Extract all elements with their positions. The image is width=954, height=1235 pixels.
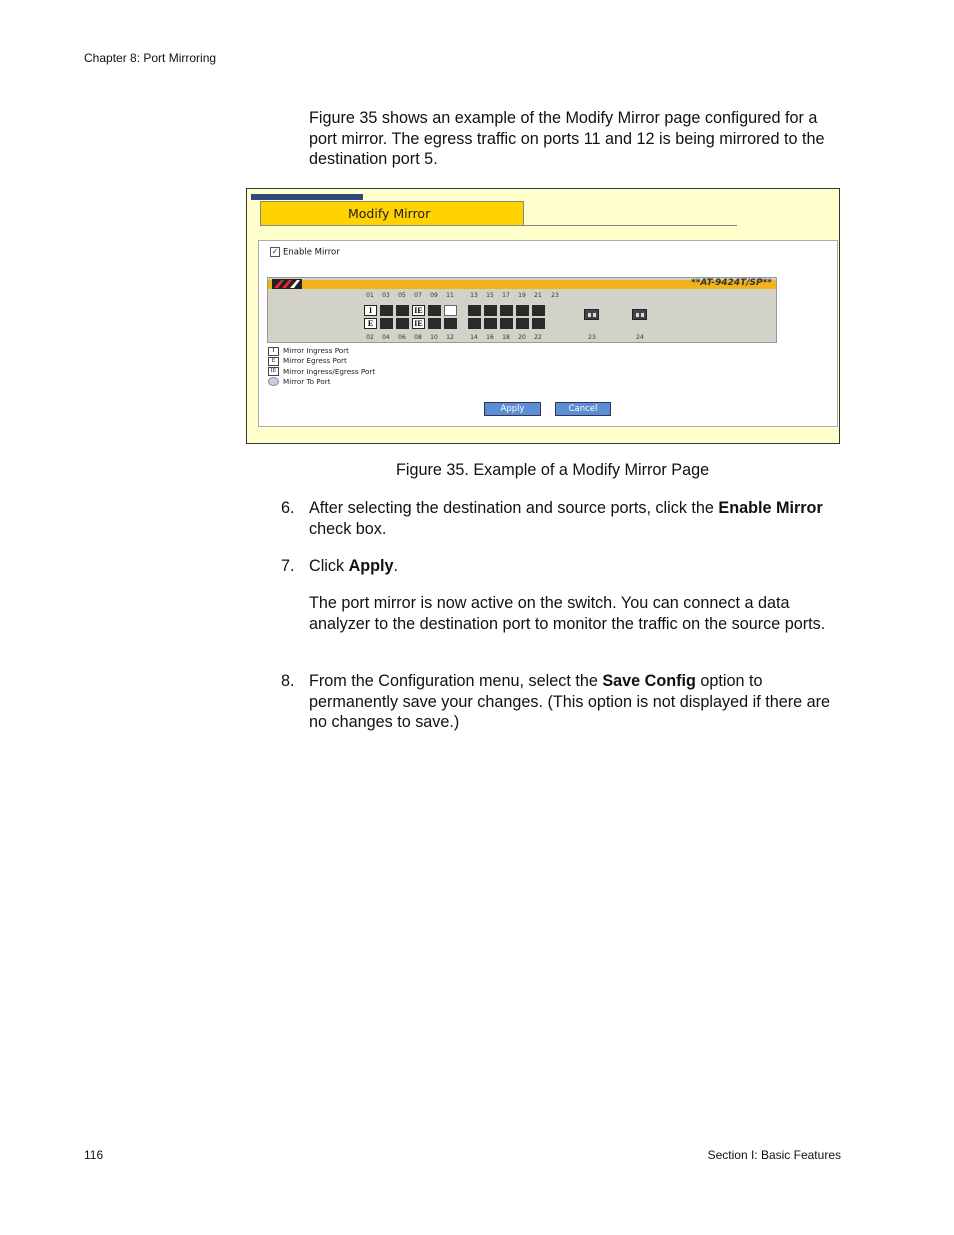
port-number-label: 10 bbox=[430, 334, 438, 341]
step-text-part: From the Configuration menu, select the bbox=[309, 672, 603, 690]
switch-faceplate bbox=[267, 277, 777, 343]
step-text: The port mirror is now active on the switch. You can connect a data analyzer to the destination port to monitor the traffic on the source ports. bbox=[309, 594, 826, 633]
port-11[interactable] bbox=[444, 305, 457, 316]
port-number-label: 11 bbox=[446, 292, 454, 299]
step-text-part: . bbox=[393, 557, 399, 575]
legend-row-ingress-egress bbox=[268, 367, 375, 377]
step-text-part: Click bbox=[309, 557, 349, 575]
port-number-label: 02 bbox=[366, 334, 374, 341]
port-number-label: 05 bbox=[398, 292, 406, 299]
port-02[interactable]: E bbox=[364, 318, 377, 329]
step-text-part: After selecting the destination and source ports, click the bbox=[309, 499, 719, 517]
checkbox-checked-icon[interactable]: ✓ bbox=[271, 247, 279, 256]
figure-caption: Figure 35. Example of a Modify Mirror Page bbox=[396, 461, 710, 479]
step-8 bbox=[281, 671, 846, 735]
port-01[interactable]: I bbox=[364, 305, 377, 316]
legend-row-mirror-to bbox=[268, 377, 375, 387]
port-number-label: 24 bbox=[636, 334, 644, 341]
port-number-label: 16 bbox=[486, 334, 494, 341]
figure-modify-mirror bbox=[246, 188, 840, 444]
intro-paragraph: Figure 35 shows an example of the Modify Mirror page configured for a port mirror. The egress traffic on ports 11 and 12 is being mirrored to the destination port 5. bbox=[309, 109, 825, 169]
mirror-to-port-icon bbox=[268, 377, 279, 386]
mirror-panel bbox=[258, 240, 838, 427]
port-21[interactable] bbox=[532, 305, 545, 316]
step-7-result bbox=[281, 593, 846, 657]
step-text bbox=[309, 556, 844, 577]
port-legend bbox=[268, 346, 375, 387]
port-number-label: 12 bbox=[446, 334, 454, 341]
ingress-egress-icon: IE bbox=[268, 367, 279, 376]
title-bar-accent bbox=[251, 194, 363, 200]
step-number: 7. bbox=[281, 557, 295, 575]
step-text-part: check box. bbox=[309, 519, 387, 538]
step-text-part: option to permanently save your changes. (This option is not displayed if there are no changes to save.) bbox=[309, 672, 830, 732]
port-number-label: 09 bbox=[430, 292, 438, 299]
port-23-uplink[interactable] bbox=[584, 309, 599, 320]
port-13[interactable] bbox=[468, 305, 481, 316]
port-number-label: 07 bbox=[414, 292, 422, 299]
port-number-label: 22 bbox=[534, 334, 542, 341]
port-number-label: 23 bbox=[551, 292, 559, 299]
port-24-uplink[interactable] bbox=[632, 309, 647, 320]
legend-label: Mirror Egress Port bbox=[283, 356, 347, 366]
egress-icon: E bbox=[268, 357, 279, 366]
port-number-label: 21 bbox=[534, 292, 542, 299]
port-06[interactable] bbox=[396, 318, 409, 329]
port-number-label: 17 bbox=[502, 292, 510, 299]
port-20[interactable] bbox=[516, 318, 529, 329]
port-number-label: 23 bbox=[588, 334, 596, 341]
legend-row-ingress bbox=[268, 346, 375, 356]
step-bold: Save Config bbox=[602, 672, 696, 690]
port-number-label: 15 bbox=[486, 292, 494, 299]
chapter-header: Chapter 8: Port Mirroring bbox=[84, 51, 217, 65]
legend-row-egress bbox=[268, 356, 375, 366]
port-22[interactable] bbox=[532, 318, 545, 329]
legend-label: Mirror Ingress/Egress Port bbox=[283, 366, 376, 376]
step-6 bbox=[281, 498, 846, 540]
port-18[interactable] bbox=[500, 318, 513, 329]
step-number: 8. bbox=[281, 672, 295, 690]
port-number-label: 20 bbox=[518, 334, 526, 341]
step-number: 6. bbox=[281, 499, 295, 517]
step-bold: Apply bbox=[348, 557, 394, 575]
switch-model-label: **AT-9424T/SP** bbox=[690, 278, 772, 288]
port-number-label: 13 bbox=[470, 292, 478, 299]
enable-mirror-checkbox[interactable] bbox=[270, 247, 340, 258]
enable-mirror-label: Enable Mirror bbox=[283, 247, 340, 258]
port-07[interactable]: IE bbox=[412, 305, 425, 316]
apply-button[interactable]: Apply bbox=[484, 402, 541, 416]
port-number-label: 06 bbox=[398, 334, 406, 341]
port-19[interactable] bbox=[516, 305, 529, 316]
step-bold: Enable Mirror bbox=[718, 499, 823, 517]
port-number-label: 18 bbox=[502, 334, 510, 341]
modify-mirror-tab[interactable]: Modify Mirror bbox=[260, 201, 524, 226]
port-14[interactable] bbox=[468, 318, 481, 329]
port-number-label: 14 bbox=[470, 334, 478, 341]
port-16[interactable] bbox=[484, 318, 497, 329]
port-number-label: 03 bbox=[382, 292, 390, 299]
port-number-label: 04 bbox=[382, 334, 390, 341]
step-7 bbox=[281, 556, 846, 578]
port-09[interactable] bbox=[428, 305, 441, 316]
step-text bbox=[309, 671, 844, 733]
port-number-label: 19 bbox=[518, 292, 526, 299]
section-footer: Section I: Basic Features bbox=[707, 1148, 841, 1162]
port-10[interactable] bbox=[428, 318, 441, 329]
tab-divider bbox=[524, 225, 737, 226]
allied-telesis-logo-icon bbox=[272, 279, 302, 289]
legend-label: Mirror To Port bbox=[283, 376, 331, 386]
port-17[interactable] bbox=[500, 305, 513, 316]
port-number-label: 08 bbox=[414, 334, 422, 341]
step-text bbox=[309, 498, 844, 539]
port-number-label: 01 bbox=[366, 292, 374, 299]
port-15[interactable] bbox=[484, 305, 497, 316]
port-05[interactable] bbox=[396, 305, 409, 316]
port-08[interactable]: IE bbox=[412, 318, 425, 329]
ingress-icon: I bbox=[268, 347, 279, 356]
port-04[interactable] bbox=[380, 318, 393, 329]
page-number: 116 bbox=[84, 1148, 104, 1162]
port-03[interactable] bbox=[380, 305, 393, 316]
legend-label: Mirror Ingress Port bbox=[283, 346, 349, 355]
port-12[interactable] bbox=[444, 318, 457, 329]
cancel-button[interactable]: Cancel bbox=[555, 402, 611, 416]
